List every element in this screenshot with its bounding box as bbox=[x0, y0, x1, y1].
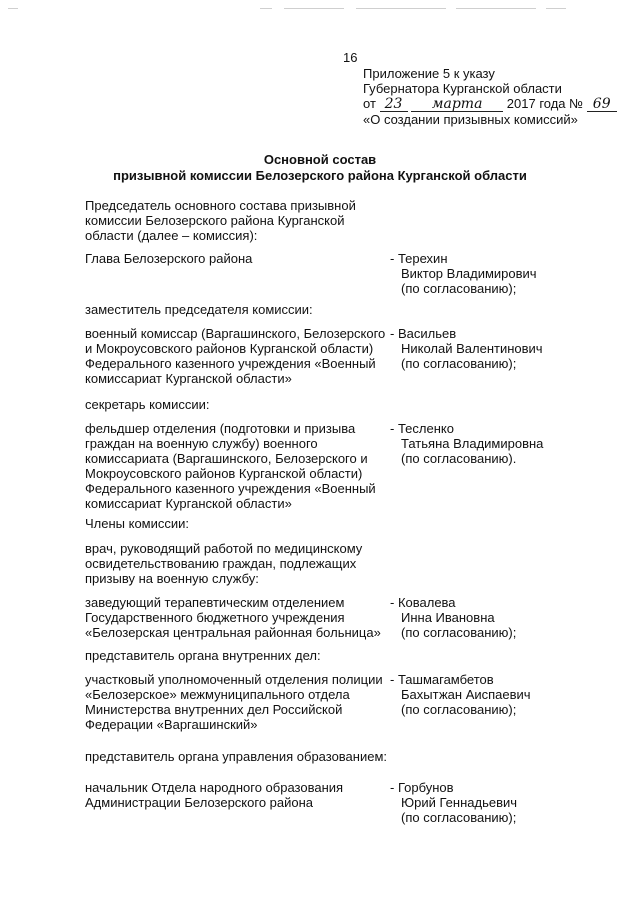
police-position: участковый уполномоченный отделения полиции «Белозерское» межмуниципального отдела Министерства внутренних дел Российской Федерации «Варгашинский» bbox=[85, 672, 383, 732]
deputy-person: - Васильев Николай Валентинович (по согласованию); bbox=[390, 326, 543, 371]
appendix-number: 69 bbox=[587, 98, 617, 112]
chair-person: - Терехин Виктор Владимирович (по согласованию); bbox=[390, 251, 537, 296]
deputy-position: военный комиссар (Варгашинского, Белозерского и Мокроусовского районов Курганской области) Федерального казенного учреждения «Военный комиссариат Курганской области» bbox=[85, 326, 386, 386]
chair-position: Глава Белозерского района bbox=[85, 251, 253, 266]
deputy-heading: заместитель председателя комиссии: bbox=[85, 302, 313, 317]
education-heading: представитель органа управления образованием: bbox=[85, 749, 388, 764]
scan-artifact-line bbox=[8, 8, 18, 9]
members-heading: Члены комиссии: bbox=[85, 516, 190, 531]
doctor-heading: врач, руководящий работой по медицинскому освидетельствованию граждан, подлежащих призыву на военную службу: bbox=[85, 541, 363, 586]
scan-artifact-line bbox=[284, 8, 344, 9]
education-person: - Горбунов Юрий Геннадьевич (по согласованию); bbox=[390, 780, 518, 825]
appendix-line-2: Губернатора Курганской области bbox=[363, 81, 562, 96]
appendix-line-1: Приложение 5 к указу bbox=[363, 66, 495, 81]
appendix-year-text: 2017 года № bbox=[506, 96, 584, 111]
chair-heading: Председатель основного состава призывной комиссии Белозерского района Курганской области (далее – комиссия): bbox=[85, 198, 356, 243]
secretary-heading: секретарь комиссии: bbox=[85, 397, 210, 412]
appendix-from-label: от bbox=[363, 96, 376, 111]
police-heading: представитель органа внутренних дел: bbox=[85, 648, 321, 663]
education-position: начальник Отдела народного образования Администрации Белозерского района bbox=[85, 780, 344, 810]
doctor-position: заведующий терапевтическим отделением Государственного бюджетного учреждения «Белозерская центральная районная больница» bbox=[85, 595, 381, 640]
document-subtitle: призывной комиссии Белозерского района Курганской области bbox=[113, 168, 527, 183]
scan-artifact-line bbox=[456, 8, 536, 9]
appendix-subject: «О создании призывных комиссий» bbox=[363, 112, 578, 127]
appendix-date-line bbox=[363, 96, 633, 112]
scan-artifact-line bbox=[546, 8, 566, 9]
scan-artifact-line bbox=[260, 8, 272, 9]
appendix-date-month: марта bbox=[411, 98, 503, 112]
secretary-position: фельдшер отделения (подготовки и призыва граждан на военную службу) военного комиссариата (Варгашинского, Белозерского и Мокроусовского районов Курганской области) Федерального казенного учреждения «Военный комиссариат Курганской области» bbox=[85, 421, 376, 511]
doctor-person: - Ковалева Инна Ивановна (по согласованию); bbox=[390, 595, 517, 640]
appendix-date-day: 23 bbox=[380, 98, 408, 112]
police-person: - Ташмагамбетов Бахытжан Аиспаевич (по согласованию); bbox=[390, 672, 531, 717]
appendix-block bbox=[363, 66, 633, 127]
document-title: Основной состав bbox=[263, 152, 377, 167]
secretary-person: - Тесленко Татьяна Владимировна (по согласованию). bbox=[390, 421, 544, 466]
page-number: 16 bbox=[343, 50, 358, 65]
scan-artifact-line bbox=[356, 8, 446, 9]
